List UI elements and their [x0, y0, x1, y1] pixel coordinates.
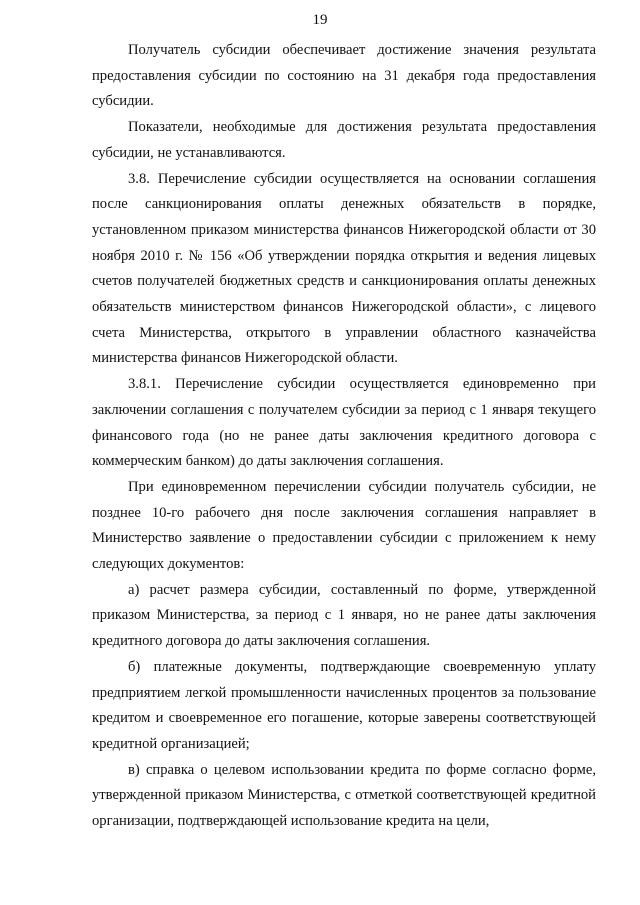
- page-number: 19: [312, 12, 328, 28]
- paragraph-3-8-transfer: 3.8. Перечисление субсидии осуществляется на основании соглашения после санкционирования оплаты денежных обязательств в порядке, установленном приказом министерства финансов Нижегородской области от 30 ноября 2010 г. № 156 «Об утверждении порядка открытия и ведения лицевых счетов получателей бюджетных средств и санкционирования оплаты денежных обязательств министерством финансов Нижегородской области», с лицевого счета Министерства, открытого в управлении областного казначейства министерства финансов Нижегородской области.: [92, 170, 596, 367]
- list-item-c-target-use-certificate: в) справка о целевом использовании кредита по форме согласно форме, утвержденной приказом Министерства, с отметкой соответствующей кредитной организации, подтверждающей использование кредита на цели,: [92, 761, 596, 830]
- paragraph-indicators: Показатели, необходимые для достижения результата предоставления субсидии, не устанавливаются.: [92, 119, 596, 161]
- document-body: [92, 38, 596, 835]
- list-item-b-payment-documents: б) платежные документы, подтверждающие своевременную уплату предприятием легкой промышленности начисленных процентов за пользование кредитом и своевременное его погашение, которые заверены соответствующей кредитной организацией;: [92, 658, 596, 752]
- paragraph-result-achievement: Получатель субсидии обеспечивает достижение значения результата предоставления субсидии по состоянию на 31 декабря года предоставления субсидии.: [92, 42, 596, 110]
- paragraph-application-documents: При единовременном перечислении субсидии получатель субсидии, не позднее 10-го рабочего дня после заключения соглашения направляет в Министерство заявление о предоставлении субсидии с приложением к нему следующих документов:: [92, 478, 596, 573]
- list-item-a-calculation: а) расчет размера субсидии, составленный по форме, утвержденной приказом Министерства, за период с 1 января, но не ранее даты заключения кредитного договора до даты заключения соглашения.: [92, 581, 596, 650]
- paragraph-3-8-1-lump-sum: 3.8.1. Перечисление субсидии осуществляется единовременно при заключении соглашения с получателем субсидии за период с 1 января текущего финансового года (но не ранее даты заключения кредитного договора с коммерческим банком) до даты заключения соглашения.: [92, 376, 596, 470]
